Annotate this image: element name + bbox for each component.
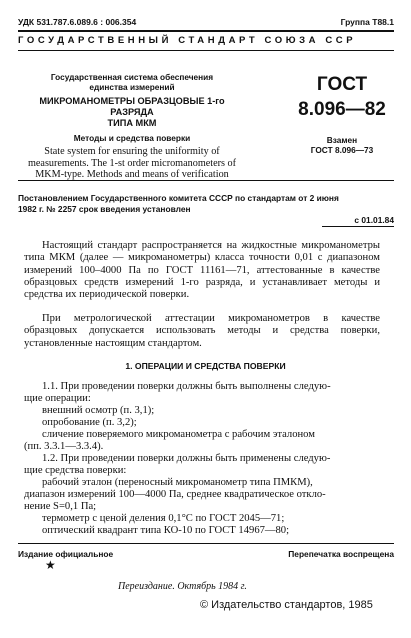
title-line-1: МИКРОМАНОМЕТРЫ ОБРАЗЦОВЫЕ 1-го РАЗРЯДА <box>39 96 225 117</box>
system-line-2: единства измерений <box>89 82 175 92</box>
title-line-2: ТИПА МКМ <box>107 118 157 128</box>
star-icon: ★ <box>45 558 56 572</box>
replaces-label: Взамен <box>326 135 358 145</box>
s12-line-1: 1.2. При проведении поверки должны быть применены следую- <box>42 453 331 464</box>
udk-code: УДК 531.787.6.089.6 : 006.354 <box>18 17 137 27</box>
s12-item-1-line-1: рабочий эталон (переносный микроманометр типа ПМКМ), <box>42 477 313 488</box>
decree-line-1: Постановлением Государственного комитета СССР по стандартам от 2 июня <box>18 193 339 203</box>
reprint-forbidden: Перепечатка воспрещена <box>288 549 394 559</box>
paragraph-scope: Настоящий стандарт распространяется на жидкостные микроманометры типа МКМ (далее — микроманометры) класса точности 0,01 с диапазоном измерений 100–4000 Па по ГОСТ 11161—71, аттестованные в качестве образцовых средств измерений 1-го разряда, и устанавливает методы и средства их периодической поверки. <box>24 240 380 301</box>
replaces-value: ГОСТ 8.096—73 <box>310 145 374 155</box>
section-heading: 1. ОПЕРАЦИИ И СРЕДСТВА ПОВЕРКИ <box>125 361 286 371</box>
s12-item-1-line-2: диапазон измерений 100—4000 Па, среднее квадратическое откло- <box>24 489 326 500</box>
header-rule <box>18 50 394 51</box>
standard-line: ГОСУДАРСТВЕННЫЙ СТАНДАРТ СОЮЗА ССР <box>18 35 357 46</box>
paragraph-attestation: При метрологической аттестации микроманометров в качестве образцовых допускается использовать методы и средства поверки, установленные настоящим стандартом. <box>24 313 380 349</box>
gost-block <box>292 74 392 155</box>
s11-line-2: щие операции: <box>24 393 91 404</box>
title-subtitle: Методы и средства поверки <box>73 133 191 143</box>
decree-line-2: 1982 г. № 2257 срок введения установлен <box>18 204 191 214</box>
english-title-line-2: measurements. The 1-st order micromanometers of <box>27 157 237 169</box>
title-block <box>18 72 246 181</box>
s12-item-3: оптический квадрант типа КО-10 по ГОСТ 14967—80; <box>42 525 290 536</box>
effective-date-rule <box>322 226 394 227</box>
s11-line-1: 1.1. При проведении поверки должны быть выполнены следую- <box>42 381 331 392</box>
s11-item-1: внешний осмотр (п. 3,1); <box>42 405 155 416</box>
footer-rule <box>18 543 394 544</box>
gost-number: 8.096—82 <box>298 99 386 120</box>
official-edition: Издание официальное <box>18 549 114 559</box>
copyright: © Издательство стандартов, 1985 <box>200 599 373 611</box>
s11-item-3-line-1: сличение поверяемого микроманометра с рабочим эталоном <box>42 429 315 440</box>
s11-item-2: опробование (п. 3,2); <box>42 417 137 428</box>
effective-date: с 01.01.84 <box>354 215 394 225</box>
reissue-note: Переиздание. Октябрь 1984 г. <box>118 581 247 592</box>
english-title-line-1: State system for ensuring the uniformity of <box>44 146 220 157</box>
gost-label: ГОСТ <box>316 74 368 95</box>
group-code: Группа Т88.1 <box>340 17 394 27</box>
title-rule <box>18 180 394 181</box>
top-rule <box>18 30 394 32</box>
s11-item-3-line-2: (пп. 3.3.1—3.3.4). <box>24 441 104 452</box>
s12-item-1-line-3: нение S=0,1 Па; <box>24 501 97 512</box>
s12-line-2: щие средства поверки: <box>24 465 127 476</box>
system-line-1: Государственная система обеспечения <box>50 72 214 82</box>
english-title-line-3: MKM-type. Methods and means of verification <box>35 169 229 181</box>
s12-item-2: термометр с ценой деления 0,1°С по ГОСТ 2045—71; <box>42 513 285 524</box>
